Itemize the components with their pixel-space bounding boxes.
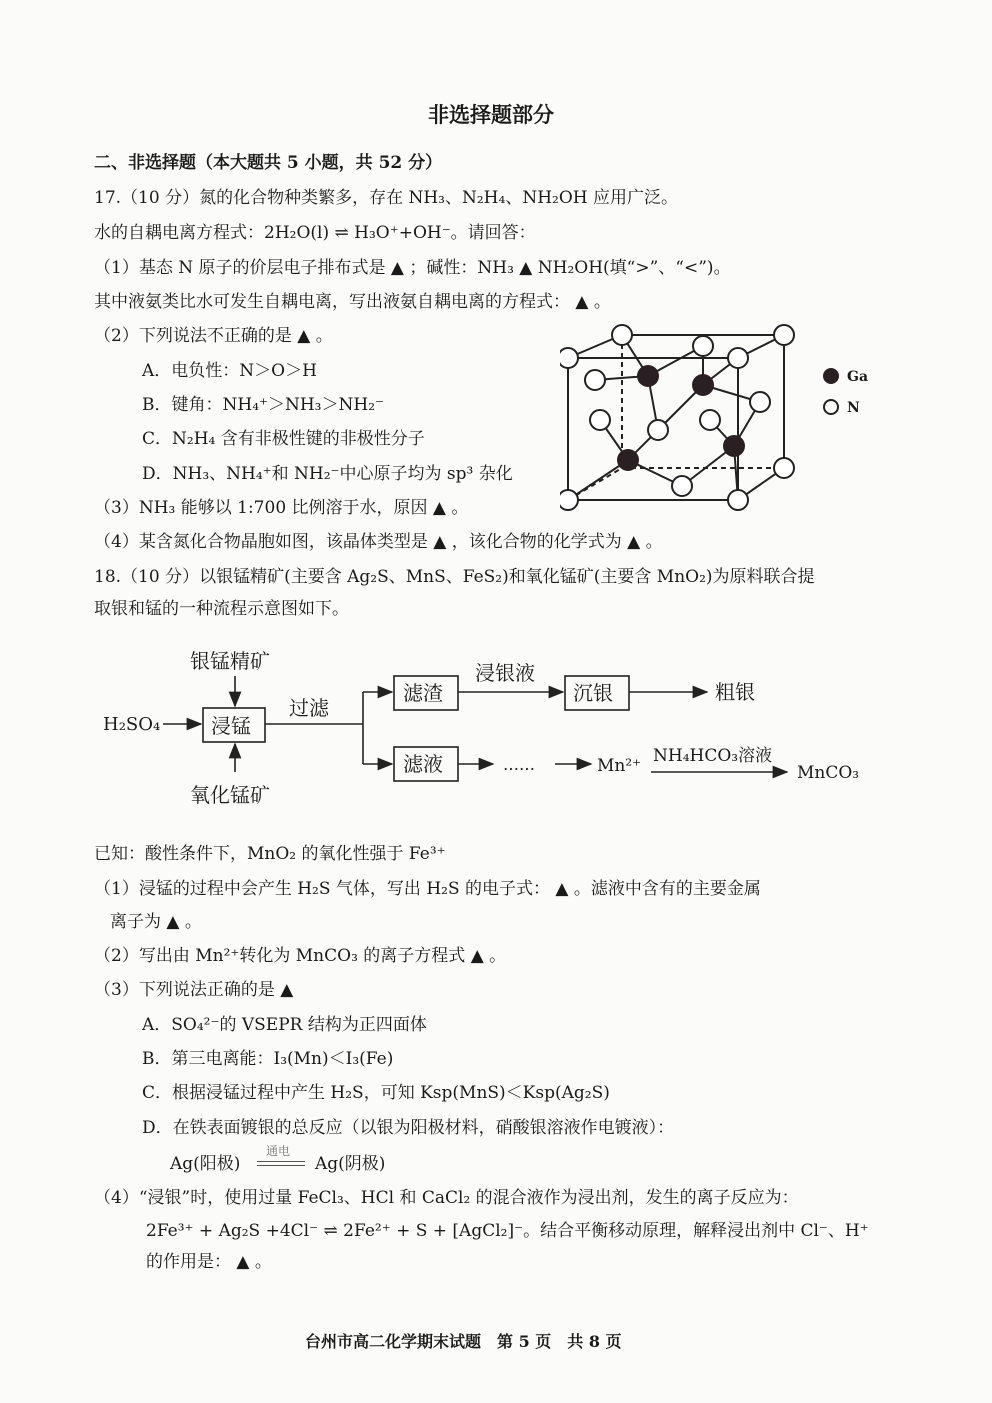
flow-product: MnCO₃ <box>797 763 860 783</box>
q18-part4-b: 2Fe³⁺ + Ag₂S +4Cl⁻ ⇌ 2Fe²⁺ + S + [AgCl₂]⁻。结合平衡移动原理，解释浸出剂中 Cl⁻、H⁺ <box>146 1221 869 1241</box>
q17-stem-1: 17.（10 分）氮的化合物种类繁多，存在 NH₃、N₂H₄、NH₂OH 应用广泛。 <box>94 188 679 208</box>
flow-leach: 浸锰 <box>211 714 251 738</box>
flow-precip: 沉银 <box>573 681 613 705</box>
q18-part4-c: 的作用是： ▲ 。 <box>146 1252 272 1272</box>
q18-part4-a: （4）“浸银”时，使用过量 FeCl₃、HCl 和 CaCl₂ 的混合液作为浸出剂，发生的离子反应为： <box>94 1188 799 1208</box>
q17-option-c: C．N₂H₄ 含有非极性键的非极性分子 <box>142 429 425 449</box>
q17-part4: （4）某含氮化合物晶胞如图，该晶体类型是 ▲ ，该化合物的化学式为 ▲ 。 <box>94 532 663 552</box>
q18-known: 已知：酸性条件下，MnO₂ 的氧化性强于 Fe³⁺ <box>94 844 446 864</box>
q17-part2: （2）下列说法不正确的是 ▲ 。 <box>94 326 333 346</box>
q17-part1-a: （1）基态 N 原子的价层电子排布式是 ▲ ；碱性：NH₃ ▲ NH₂OH(填“>”、“<”)。 <box>94 258 731 278</box>
flow-dots: …… <box>503 755 535 774</box>
q17-part1-b: 其中液氨类比水可发生自耦电离，写出液氨自耦电离的方程式： ▲ 。 <box>94 292 611 312</box>
q18-part2: （2）写出由 Mn²⁺转化为 MnCO₃ 的离子方程式 ▲ 。 <box>94 946 507 966</box>
q18-stem-1: 18.（10 分）以银锰精矿(主要含 Ag₂S、MnS、FeS₂)和氧化锰矿(主要含 MnO₂)为原料联合提 <box>94 567 815 587</box>
legend-ga-label: Ga <box>847 369 869 385</box>
electroplating-equation-right: Ag(阴极) <box>315 1154 386 1174</box>
flow-acid: H₂SO₄ <box>103 714 161 735</box>
q18-part1-b: 离子为 ▲ 。 <box>110 912 202 932</box>
q18-option-a: A．SO₄²⁻的 VSEPR 结构为正四面体 <box>142 1015 427 1035</box>
q17-option-a: A．电负性：N＞O＞H <box>142 361 317 381</box>
legend-n-label: N <box>847 400 860 416</box>
q18-part3: （3）下列说法正确的是 ▲ <box>94 980 294 1000</box>
electroplating-equation-left: Ag(阳极) <box>170 1154 241 1174</box>
electroplating-equation-bar <box>257 1161 305 1162</box>
flow-residue: 滤渣 <box>403 681 443 705</box>
flow-crude: 粗银 <box>715 680 755 704</box>
crystal-cell-diagram <box>560 320 880 520</box>
flow-ore2: 氧化锰矿 <box>190 783 270 807</box>
flow-mn: Mn²⁺ <box>597 756 642 776</box>
flow-reagent: NH₄HCO₃溶液 <box>653 746 773 766</box>
q18-stem-2: 取银和锰的一种流程示意图如下。 <box>94 599 349 619</box>
flow-ore1: 银锰精矿 <box>190 649 270 673</box>
q17-part3: （3）NH₃ 能够以 1:700 比例溶于水，原因 ▲ 。 <box>94 498 469 518</box>
q18-option-d: D．在铁表面镀银的总反应（以银为阳极材料，硝酸银溶液作电镀液）： <box>142 1118 675 1138</box>
q18-option-c: C．根据浸锰过程中产生 H₂S，可知 Ksp(MnS)＜Ksp(Ag₂S) <box>142 1083 610 1103</box>
page-title: 非选择题部分 <box>428 103 554 127</box>
q18-part1-a: （1）浸锰的过程中会产生 H₂S 气体，写出 H₂S 的电子式： ▲ 。滤液中含有的主要金属 <box>94 879 761 899</box>
electroplating-equation-condition: 通电 <box>266 1144 291 1158</box>
q18-option-b: B．第三电离能：I₃(Mn)＜I₃(Fe) <box>142 1049 394 1069</box>
process-flow-diagram <box>95 640 885 820</box>
flow-filter: 过滤 <box>289 696 329 720</box>
q17-stem-2: 水的自耦电离方程式：2H₂O(l) ⇌ H₃O⁺+OH⁻。请回答： <box>94 223 536 243</box>
q17-option-d: D．NH₃、NH₄⁺和 NH₂⁻中心原子均为 sp³ 杂化 <box>142 464 513 484</box>
electroplating-equation-bar-2 <box>257 1165 305 1166</box>
page-footer: 台州市高二化学期末试题 第 5 页 共 8 页 <box>305 1332 622 1351</box>
flow-filtrate: 滤液 <box>403 752 443 776</box>
q17-option-b: B．键角：NH₄⁺＞NH₃＞NH₂⁻ <box>142 395 384 415</box>
section-heading: 二、非选择题（本大题共 5 小题，共 52 分） <box>94 153 443 173</box>
flow-silver-liquid: 浸银液 <box>475 661 535 685</box>
